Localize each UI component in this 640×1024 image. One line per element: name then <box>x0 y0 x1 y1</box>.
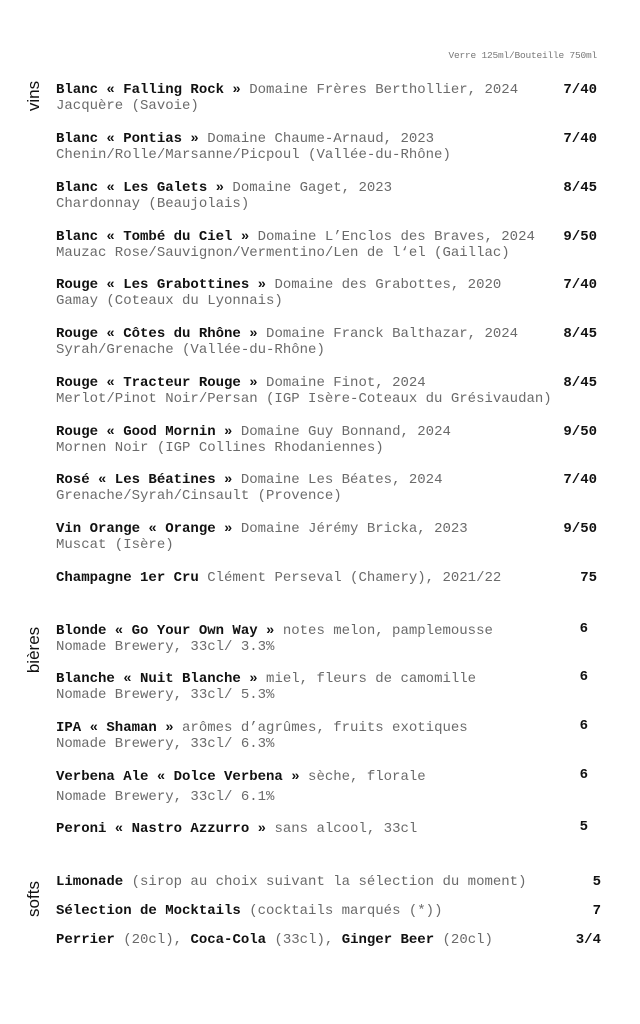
menu-item <box>56 570 626 586</box>
item-title <box>56 375 626 391</box>
item-subtitle: Nomade Brewery, 33cl/ 5.3% <box>56 687 275 703</box>
item-name: Blanc « Les Galets » <box>56 180 225 196</box>
item-title <box>56 472 626 488</box>
menu-item <box>56 521 626 553</box>
item-price: 8/45 <box>563 326 597 342</box>
item-price: 75 <box>580 570 597 586</box>
item-subtitle: Grenache/Syrah/Cinsault (Provence) <box>56 488 342 504</box>
menu-item <box>56 821 626 837</box>
item-title <box>56 180 626 196</box>
item-name: Rouge « Good Mornin » <box>56 424 233 440</box>
item-title <box>56 82 626 98</box>
item-title <box>56 769 626 785</box>
menu-item <box>56 932 626 948</box>
item-title <box>56 903 626 919</box>
item-title <box>56 277 626 293</box>
item-details: Clément Perseval (Chamery), 2021/22 <box>198 570 502 586</box>
item-title <box>56 229 626 245</box>
item-price: 5 <box>592 874 601 890</box>
item-name: Rouge « Les Grabottines » <box>56 277 267 293</box>
item-details: notes melon, pamplemousse <box>274 623 493 639</box>
item-price: 8/45 <box>563 180 597 196</box>
item-name: IPA « Shaman » <box>56 720 174 736</box>
item-name: Blonde « Go Your Own Way » <box>56 623 275 639</box>
item-details: Domaine Jérémy Bricka, 2023 <box>232 521 468 537</box>
item-subtitle: Muscat (Isère) <box>56 537 174 553</box>
item-details: Domaine Guy Bonnand, 2024 <box>232 424 451 440</box>
item-name: Rouge « Tracteur Rouge » <box>56 375 258 391</box>
item-price: 6 <box>579 767 588 783</box>
item-details: Domaine Gaget, 2023 <box>224 180 393 196</box>
menu-item <box>56 903 626 919</box>
item-name: Blanche « Nuit Blanche » <box>56 671 258 687</box>
item-subtitle: Nomade Brewery, 33cl/ 6.1% <box>56 789 275 805</box>
item-details: (sirop au choix suivant la sélection du moment) <box>123 874 527 890</box>
item-title <box>56 521 626 537</box>
item-subtitle: Chardonnay (Beaujolais) <box>56 196 250 212</box>
item-price: 7/40 <box>563 277 597 293</box>
item-details: miel, fleurs de camomille <box>257 671 477 687</box>
item-name: Blanc « Falling Rock » <box>56 82 241 98</box>
item-price: 7/40 <box>563 472 597 488</box>
item-name: Rouge « Côtes du Rhône » <box>56 326 258 342</box>
item-price: 9/50 <box>563 424 597 440</box>
item-title <box>56 623 626 639</box>
item-price: 9/50 <box>563 521 597 537</box>
item-price: 6 <box>579 669 588 685</box>
item-title <box>56 424 626 440</box>
item-name: Blanc « Pontias » <box>56 131 199 147</box>
item-details: Domaine L’Enclos des Braves, 2024 <box>249 229 535 245</box>
item-details: (20cl) <box>434 932 493 948</box>
menu-item <box>56 277 626 309</box>
item-details: arômes d’agrûmes, fruits exotiques <box>173 720 468 736</box>
item-details: (20cl), <box>114 932 191 948</box>
item-subtitle: Mauzac Rose/Sauvignon/Vermentino/Len de l‘el (Gaillac) <box>56 245 510 261</box>
menu-item <box>56 326 626 358</box>
item-price: 7/40 <box>563 131 597 147</box>
item-name: Verbena Ale « Dolce Verbena » <box>56 769 300 785</box>
item-price: 7 <box>592 903 601 919</box>
item-price: 5 <box>579 819 588 835</box>
menu-item <box>56 874 626 890</box>
section-label-bières: bières <box>24 626 43 674</box>
item-details: sans alcool, 33cl <box>266 821 418 837</box>
menu-item <box>56 82 626 114</box>
item-subtitle: Nomade Brewery, 33cl/ 3.3% <box>56 639 275 655</box>
item-details: Domaine Les Béates, 2024 <box>232 472 443 488</box>
item-price: 6 <box>579 718 588 734</box>
item-name: Blanc « Tombé du Ciel » <box>56 229 250 245</box>
menu-item <box>56 671 626 703</box>
item-subtitle: Merlot/Pinot Noir/Persan (IGP Isère-Coteaux du Grésivaudan) <box>56 391 552 407</box>
item-details: Domaine Franck Balthazar, 2024 <box>257 326 519 342</box>
item-subtitle: Chenin/Rolle/Marsanne/Picpoul (Vallée-du-Rhône) <box>56 147 451 163</box>
item-details: (33cl), <box>266 932 342 948</box>
menu-item <box>56 472 626 504</box>
item-title <box>56 671 626 687</box>
menu-item <box>56 623 626 655</box>
section-label-vins: vins <box>24 80 43 112</box>
menu-item <box>56 229 626 261</box>
item-details: Domaine Finot, 2024 <box>257 375 426 391</box>
item-price: 6 <box>579 621 588 637</box>
item-title <box>56 570 626 586</box>
item-subtitle: Jacquère (Savoie) <box>56 98 199 114</box>
item-name: Peroni « Nastro Azzurro » <box>56 821 267 837</box>
menu-item <box>56 424 626 456</box>
item-details: Domaine Chaume-Arnaud, 2023 <box>198 131 435 147</box>
item-details: (cocktails marqués (*)) <box>240 903 443 919</box>
item-name: Vin Orange « Orange » <box>56 521 233 537</box>
item-details: Domaine des Grabottes, 2020 <box>266 277 502 293</box>
item-title <box>56 131 626 147</box>
item-price: 3/4 <box>575 932 601 948</box>
item-name: Rosé « Les Béatines » <box>56 472 233 488</box>
item-title <box>56 326 626 342</box>
item-price: 7/40 <box>563 82 597 98</box>
item-name: Coca-Cola <box>190 932 267 948</box>
item-name: Limonade <box>56 874 124 890</box>
item-name: Ginger Beer <box>341 932 435 948</box>
menu-item <box>56 720 626 752</box>
item-details: Domaine Frères Berthollier, 2024 <box>240 82 519 98</box>
item-subtitle: Syrah/Grenache (Vallée-du-Rhône) <box>56 342 325 358</box>
item-name: Perrier <box>56 932 115 948</box>
item-title <box>56 874 626 890</box>
size-note: Verre 125ml/Bouteille 750ml <box>448 50 597 61</box>
item-details: sèche, florale <box>299 769 426 785</box>
item-price: 9/50 <box>563 229 597 245</box>
menu-item <box>56 769 626 805</box>
menu-item <box>56 375 626 407</box>
menu-item <box>56 131 626 163</box>
item-subtitle: Nomade Brewery, 33cl/ 6.3% <box>56 736 275 752</box>
item-title <box>56 720 626 736</box>
item-subtitle: Gamay (Coteaux du Lyonnais) <box>56 293 283 309</box>
item-name: Champagne 1er Cru <box>56 570 199 586</box>
item-title <box>56 821 626 837</box>
item-name: Sélection de Mocktails <box>56 903 241 919</box>
item-subtitle: Mornen Noir (IGP Collines Rhodaniennes) <box>56 440 384 456</box>
section-label-softs: softs <box>24 881 43 917</box>
item-title <box>56 932 626 948</box>
menu-item <box>56 180 626 212</box>
item-price: 8/45 <box>563 375 597 391</box>
